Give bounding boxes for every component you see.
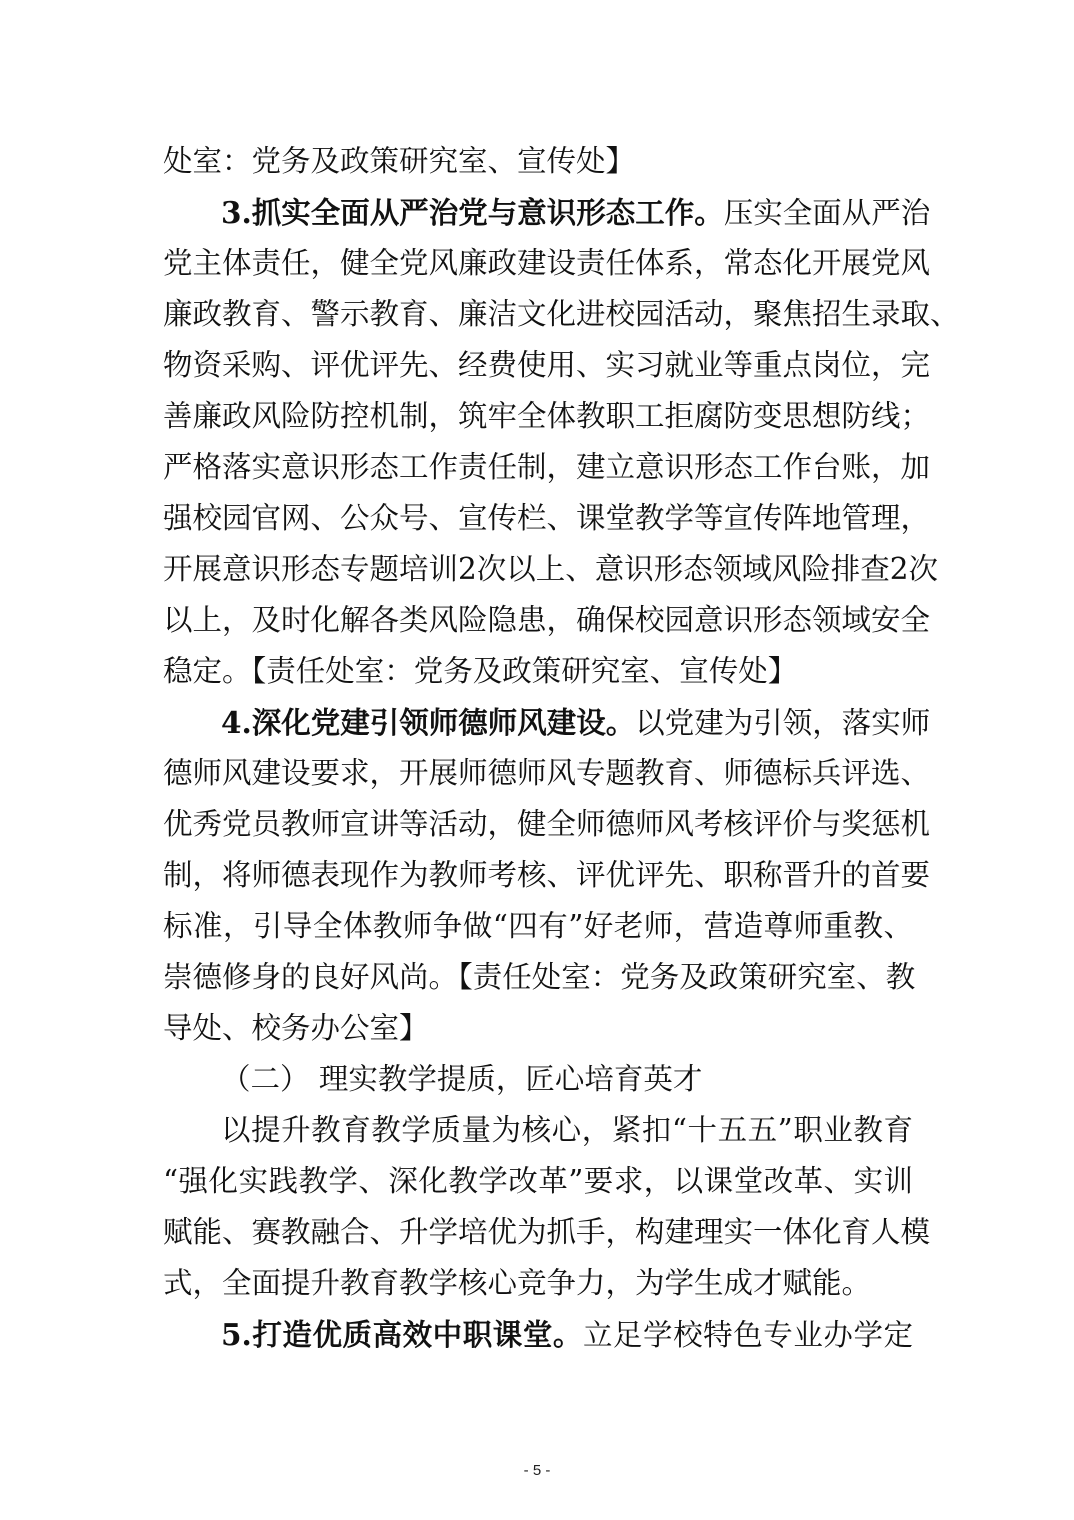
- item-heading: 3.抓实全面从严治党与意识形态工作。: [221, 195, 724, 230]
- paragraph-line: [163, 289, 960, 340]
- paragraph-line: [163, 391, 931, 442]
- paragraph-line: [163, 1105, 913, 1156]
- line-text: 以党建为引领，落实师: [635, 706, 931, 740]
- line-text: 制，将师德表现作为教师考核、评优评先、职称晋升的首要: [163, 858, 931, 892]
- paragraph-line: [163, 850, 931, 901]
- paragraph-line: [163, 340, 931, 391]
- item-heading: 4.深化党建引领师德师风建设。: [221, 705, 636, 740]
- paragraph-line: [163, 748, 931, 799]
- paragraph-line: [163, 901, 913, 952]
- line-text: 稳定。【责任处室：党务及政策研究室、宣传处】: [163, 654, 798, 688]
- line-text: 党主体责任，健全党风廉政建设责任体系，常态化开展党风: [163, 246, 931, 280]
- section-item-3-heading-line: [163, 187, 931, 238]
- page-number: - 5 -: [523, 1462, 551, 1479]
- section-item-4-heading-line: [163, 697, 931, 748]
- line-text: 开展意识形态专题培训2次以上、意识形态领域风险排查2次: [163, 552, 939, 586]
- line-text: 式，全面提升教育教学核心竞争力，为学生成才赋能。: [163, 1266, 872, 1300]
- line-text: 严格落实意识形态工作责任制，建立意识形态工作台账，加: [163, 450, 931, 484]
- paragraph-line: [163, 442, 931, 493]
- paragraph-line: [163, 1003, 913, 1054]
- paragraph-line: [163, 952, 916, 1003]
- line-text: 赋能、赛教融合、升学培优为抓手，构建理实一体化育人模: [163, 1215, 931, 1249]
- paragraph-line: [163, 1156, 913, 1207]
- section-item-5-heading-line: [163, 1309, 913, 1360]
- line-text: 导处、校务办公室】: [163, 1011, 429, 1045]
- line-text: 德师风建设要求，开展师德师风专题教育、师德标兵评选、: [163, 756, 931, 790]
- paragraph-line: [163, 1207, 931, 1258]
- section-heading: [163, 1054, 913, 1105]
- line-text: 崇德修身的良好风尚。【责任处室：党务及政策研究室、教: [163, 960, 916, 994]
- line-text: 优秀党员教师宣讲等活动，健全师德师风考核评价与奖惩机: [163, 807, 931, 841]
- line-text: 压实全面从严治: [723, 196, 931, 230]
- paragraph-line: [163, 646, 913, 697]
- paragraph-line: [163, 799, 931, 850]
- line-text: 善廉政风险防控机制，筑牢全体教职工拒腐防变思想防线；: [163, 399, 931, 433]
- paragraph-line: [163, 595, 931, 646]
- line-text: 立足学校特色专业办学定: [582, 1318, 913, 1352]
- line-text: 物资采购、评优评先、经费使用、实习就业等重点岗位，完: [163, 348, 931, 382]
- paragraph-line: [163, 544, 939, 595]
- paragraph-line: [163, 238, 931, 289]
- document-body: [163, 136, 960, 1360]
- line-text: 强校园官网、公众号、宣传栏、课堂教学等宣传阵地管理，: [163, 501, 931, 535]
- section-heading-text: （二） 理实教学提质，匠心培育英才: [221, 1062, 703, 1096]
- line-text: 廉政教育、警示教育、廉洁文化进校园活动，聚焦招生录取、: [163, 297, 960, 331]
- line-text: 以提升教育教学质量为核心，紧扣“十五五”职业教育: [221, 1113, 913, 1147]
- paragraph-line: [163, 493, 931, 544]
- line-text: 以上，及时化解各类风险隐患，确保校园意识形态领域安全: [163, 603, 931, 637]
- paragraph-line: [163, 1258, 913, 1309]
- item-heading: 5.打造优质高效中职课堂。: [221, 1317, 583, 1352]
- line-text: 标准，引导全体教师争做“四有”好老师，营造尊师重教、: [163, 909, 913, 943]
- line-text: 处室：党务及政策研究室、宣传处】: [163, 144, 636, 178]
- line-text: “强化实践教学、深化教学改革”要求，以课堂改革、实训: [163, 1164, 913, 1198]
- paragraph-line: [163, 136, 913, 187]
